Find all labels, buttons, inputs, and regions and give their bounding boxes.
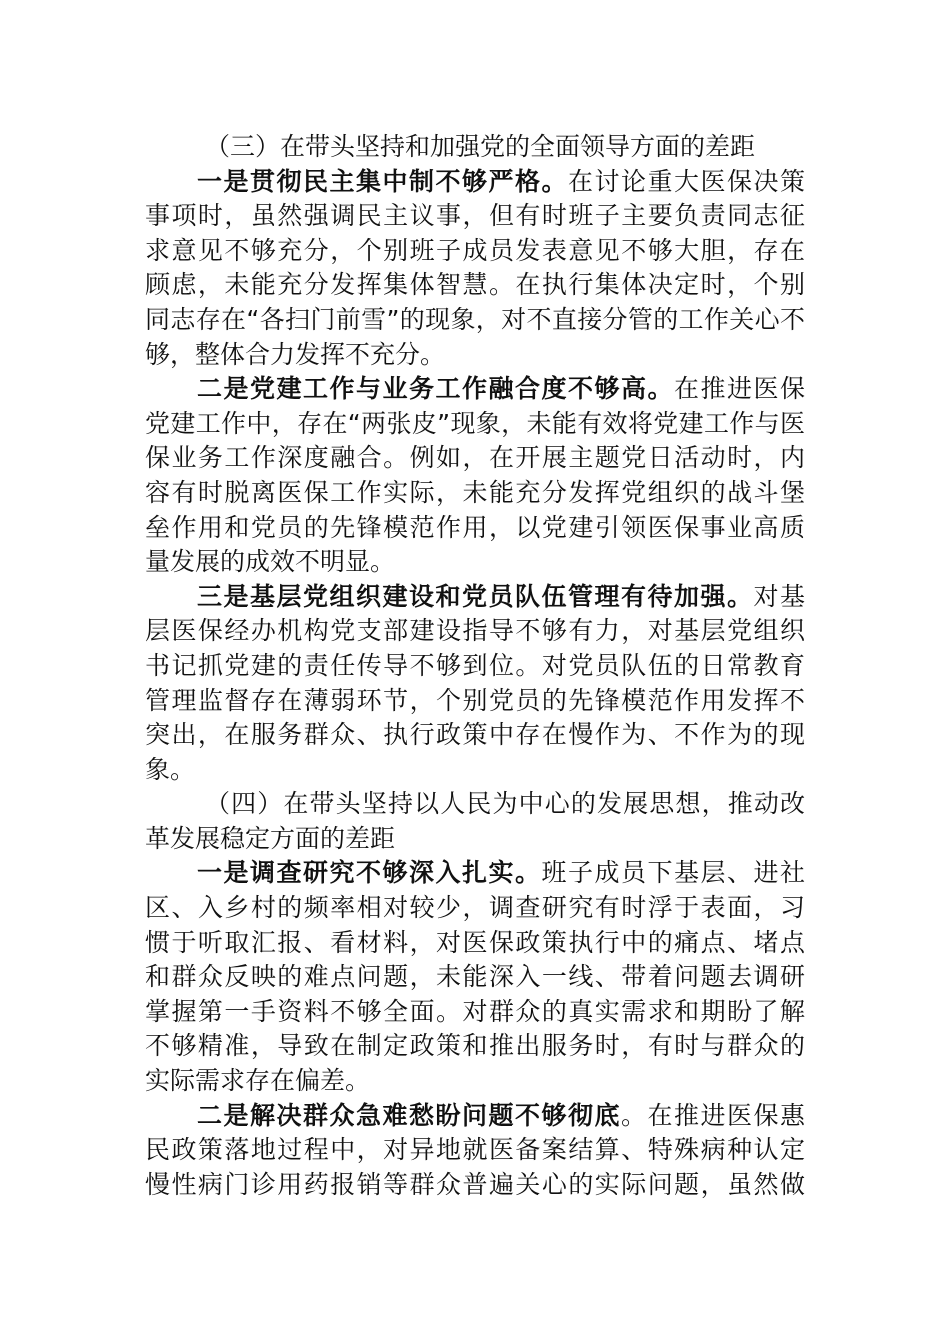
section-heading: [145, 787, 805, 856]
text-line: [145, 891, 805, 926]
text-line: [145, 199, 805, 234]
line-text: 惯于听取汇报、看材料，对医保政策执行中的痛点、堵点: [145, 927, 805, 957]
text-line: [145, 718, 805, 753]
line-text: 和群众反映的难点问题，未能深入一线、带着问题去调研: [145, 962, 805, 992]
document-page: [145, 130, 805, 1202]
text-line: [145, 926, 805, 961]
line-text: （四）在带头坚持以人民为中心的发展思想，推动改: [205, 789, 805, 819]
line-text: 区、入乡村的频率相对较少，调查研究有时浮于表面，习: [145, 893, 805, 923]
line-text: 管理监督存在薄弱环节，个别党员的先锋模范作用发挥不: [145, 685, 805, 715]
text-line: [145, 372, 805, 407]
text-line: [145, 338, 805, 373]
text-line: [145, 580, 805, 615]
text-line: [145, 545, 805, 580]
paragraph: [145, 856, 805, 1098]
line-text: 突出，在服务群众、执行政策中存在慢作为、不作为的现: [145, 720, 805, 750]
line-text: （三）在带头坚持和加强党的全面领导方面的差距: [205, 132, 756, 161]
line-text: 党建工作中，存在“两张皮”现象，未能有效将党建工作与医: [145, 408, 805, 438]
bold-lead: 三是基层党组织建设和党员队伍管理有待加强。: [197, 581, 754, 611]
line-text: 在推进医保: [673, 374, 805, 404]
text-line: [145, 165, 805, 200]
text-line: [145, 268, 805, 303]
text-line: [145, 753, 805, 788]
text-line: [145, 960, 805, 995]
line-text: 实际需求存在偏差。: [145, 1066, 371, 1096]
section-heading: [145, 130, 805, 165]
text-line: [145, 822, 805, 857]
line-text: 象。: [145, 754, 196, 784]
text-line: [145, 130, 805, 165]
paragraph: [145, 1099, 805, 1203]
line-text: 掌握第一手资料不够全面。对群众的真实需求和期盼了解: [145, 996, 805, 1026]
line-text: 不够精准，导致在制定政策和推出服务时，有时与群众的: [145, 1031, 805, 1061]
paragraph: [145, 580, 805, 788]
text-line: [145, 856, 805, 891]
text-line: [145, 649, 805, 684]
text-line: [145, 476, 805, 511]
bold-lead: 一是贯彻民主集中制不够严格。: [197, 166, 568, 196]
text-line: [145, 1064, 805, 1099]
text-line: [145, 995, 805, 1030]
text-line: [145, 234, 805, 269]
text-line: [145, 407, 805, 442]
line-text: 慢性病门诊用药报销等群众普遍关心的实际问题，虽然做: [145, 1169, 805, 1199]
line-text: 班子成员下基层、进社: [541, 858, 805, 888]
line-text: 顾虑，未能充分发挥集体智慧。在执行集体决定时，个别: [145, 270, 805, 300]
text-line: [145, 1133, 805, 1168]
text-line: [145, 511, 805, 546]
paragraph: [145, 372, 805, 580]
line-text: 民政策落地过程中，对异地就医备案结算、特殊病种认定: [145, 1135, 805, 1165]
line-text: 保业务工作深度融合。例如，在开展主题党日活动时，内: [145, 443, 805, 473]
text-line: [145, 1168, 805, 1203]
line-text: 书记抓党建的责任传导不够到位。对党员队伍的日常教育: [145, 650, 805, 680]
bold-lead: 一是调查研究不够深入扎实。: [197, 858, 542, 888]
text-line: [145, 1099, 805, 1134]
paragraph: [145, 165, 805, 373]
line-text: 容有时脱离医保工作实际，未能充分发挥党组织的战斗堡: [145, 477, 805, 507]
line-text: 垒作用和党员的先锋模范作用，以党建引领医保事业高质: [145, 512, 805, 542]
line-text: 求意见不够充分，个别班子成员发表意见不够大胆，存在: [145, 235, 805, 265]
line-text: 对基: [753, 581, 805, 611]
line-text: 。在推进医保惠: [620, 1100, 805, 1130]
text-line: [145, 684, 805, 719]
line-text: 同志存在“各扫门前雪”的现象，对不直接分管的工作关心不: [145, 304, 805, 334]
line-text: 量发展的成效不明显。: [145, 547, 396, 577]
line-text: 革发展稳定方面的差距: [145, 823, 396, 853]
line-text: 够，整体合力发挥不充分。: [145, 339, 446, 369]
line-text: 层医保经办机构党支部建设指导不够有力，对基层党组织: [145, 616, 805, 646]
text-line: [145, 303, 805, 338]
text-line: [145, 1029, 805, 1064]
line-text: 在讨论重大医保决策: [567, 166, 805, 196]
line-text: 事项时，虽然强调民主议事，但有时班子主要负责同志征: [145, 201, 805, 231]
text-line: [145, 614, 805, 649]
text-line: [145, 441, 805, 476]
bold-lead: 二是解决群众急难愁盼问题不够彻底: [197, 1100, 621, 1130]
text-line: [145, 787, 805, 822]
bold-lead: 二是党建工作与业务工作融合度不够高。: [197, 374, 674, 404]
